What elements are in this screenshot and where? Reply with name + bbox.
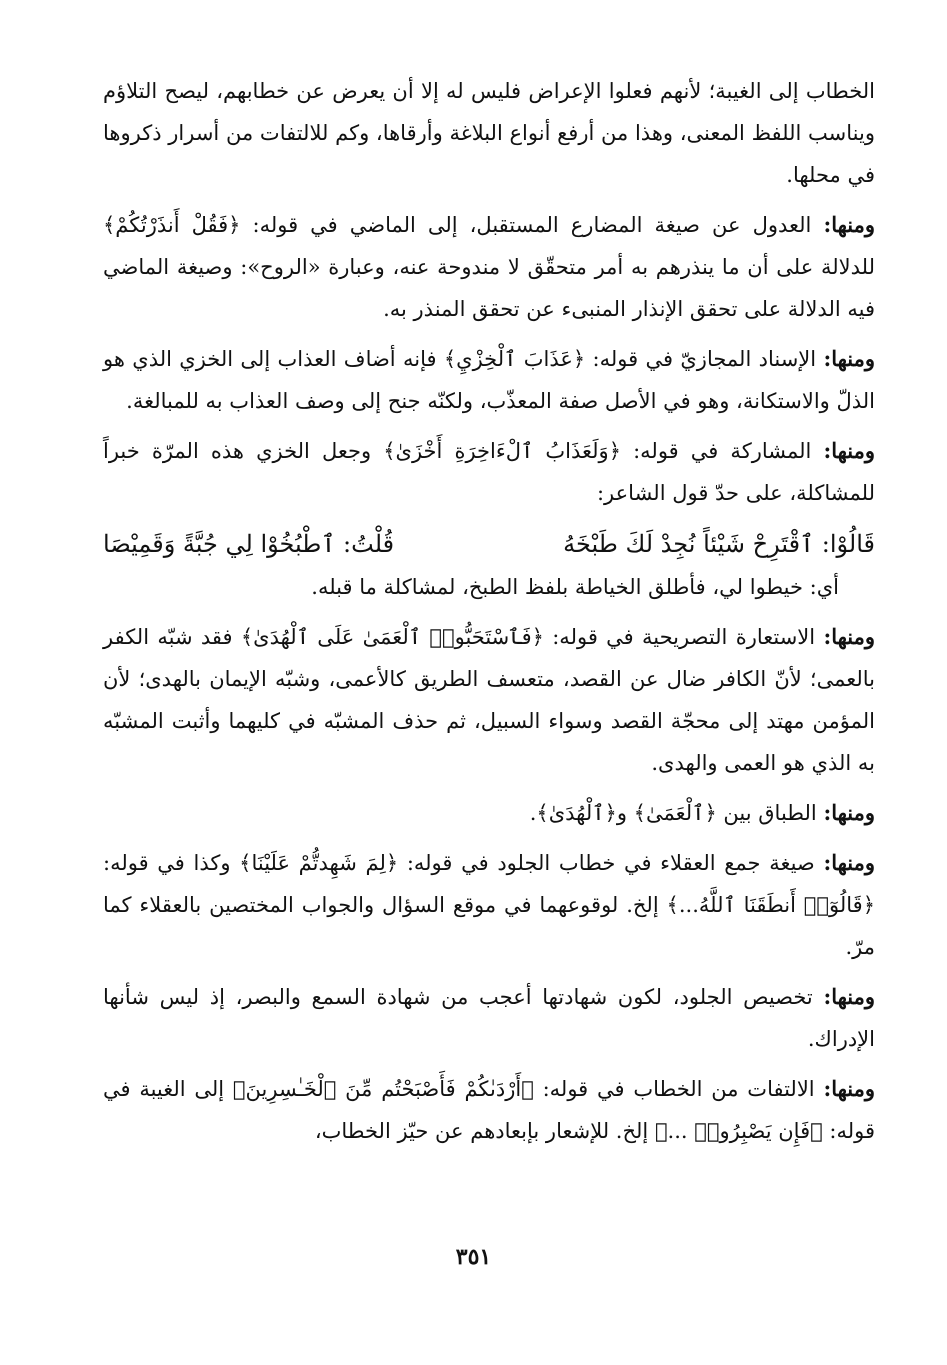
verse-explanation: أي: خيطوا لي، فأطلق الخياطة بلفظ الطبخ، لمشاكلة ما قبله. xyxy=(311,575,839,599)
paragraph-6 xyxy=(103,792,875,834)
paragraph-text: تخصيص الجلود، لكون شهادتها أعجب من شهادة السمع والبصر، إذ ليس شأنها الإدراك. xyxy=(103,985,875,1051)
paragraph-text: الالتفات من الخطاب في قوله: ﴿أَرْدَىٰكُمْ فَأَصْبَحْتُم مِّنَ ٱلْخَـٰسِرِينَ﴾ إلى الغيبة في قوله: ﴿فَإِن يَصْبِرُوا۟ ...﴾ إلخ. للإشعار بإبعادهم عن حيّز الخطاب، xyxy=(103,1077,875,1143)
paragraph-text: الخطاب إلى الغيبة؛ لأنهم فعلوا الإعراض فليس له إلا أن يعرض عن خطابهم، ليصح التلاؤم ويناسب اللفظ المعنى، وهذا من أرفع أنواع البلاغة وأرقاها، وكم للالتفات من أسرار ذكروها في محلها. xyxy=(103,79,875,187)
paragraph-lead: ومنها: xyxy=(823,984,875,1009)
paragraph-2 xyxy=(103,204,875,330)
paragraph-lead: ومنها: xyxy=(823,212,875,237)
paragraph-8 xyxy=(103,976,875,1060)
paragraph-text: المشاركة في قوله: ﴿وَلَعَذَابُ ٱلْءَاخِرَةِ أَخْزَىٰ﴾ وجعل الخزي هذه المرّة خبراً للمشاكلة، على حدّ قول الشاعر: xyxy=(103,439,875,505)
paragraph-lead: ومنها: xyxy=(823,346,875,371)
paragraph-text: الاستعارة التصريحية في قوله: ﴿فَٱسْتَحَبُّوا۟ ٱلْعَمَىٰ عَلَى ٱلْهُدَىٰ﴾ فقد شبّه الكفر بالعمى؛ لأنّ الكافر ضال عن القصد، متعسف الطريق كالأعمى، وشبّه الإيمان بالهدى؛ لأن المؤمن مهتد إلى محجّة القصد وسواء السبيل، ثم حذف المشبّه في كليهما وأثبت المشبّه به الذي هو العمى والهدى. xyxy=(103,625,875,775)
paragraph-4 xyxy=(103,430,875,514)
verse-second-hemistich: قُلْتُ: ٱطْبُخُوْا لِي جُبَّةً وَقَمِيْصَا xyxy=(103,530,395,558)
paragraph-lead: ومنها: xyxy=(823,800,875,825)
paragraph-text: صيغة جمع العقلاء في خطاب الجلود في قوله: ﴿لِمَ شَهِدتُّمْ عَلَيْنَا﴾ وكذا في قوله: ﴿قَالُوٓا۟ أَنطَقَنَا ٱللَّهُ...﴾ إلخ. لوقوعهما في موقع السؤال والجواب المختصين بالعقلاء كما مرّ. xyxy=(103,851,875,959)
paragraph-1 xyxy=(103,70,875,196)
paragraph-lead: ومنها: xyxy=(823,850,875,875)
paragraph-7 xyxy=(103,842,875,968)
page-number: ٣٥١ xyxy=(455,1244,492,1270)
poetry-verse xyxy=(103,522,875,566)
paragraph-lead: ومنها: xyxy=(823,438,875,463)
paragraph-lead: ومنها: xyxy=(823,1076,875,1101)
paragraph-5 xyxy=(103,616,875,784)
verse-first-hemistich: قَالُوْا: ٱقْتَرِحْ شَيْئاً نُجِدْ لَكَ طَبْخَهُ xyxy=(563,530,875,558)
paragraph-text: الطباق بين ﴿ٱلْعَمَىٰ﴾ و﴿ٱلْهُدَىٰ﴾. xyxy=(529,801,824,825)
paragraph-text: الإسناد المجازيّ في قوله: ﴿عَذَابَ ٱلْخِزْيِ﴾ فإنه أضاف العذاب إلى الخزي الذي هو الذلّ والاستكانة، وهو في الأصل صفة المعذّب، ولكنّه جنح إلى وصف العذاب به للمبالغة. xyxy=(103,347,875,413)
page-body xyxy=(103,70,875,1160)
paragraph-9 xyxy=(103,1068,875,1152)
paragraph-lead: ومنها: xyxy=(823,624,875,649)
paragraph-text: العدول عن صيغة المضارع المستقبل، إلى الماضي في قوله: ﴿فَقُلْ أَنذَرْتُكُمْ﴾ للدلالة على أن ما ينذرهم به أمر متحقّق لا مندوحة عنه، وعبارة «الروح»: وصيغة الماضي فيه الدلالة على تحقق الإنذار المنبىء عن تحقق المنذر به. xyxy=(103,213,875,321)
paragraph-3 xyxy=(103,338,875,422)
